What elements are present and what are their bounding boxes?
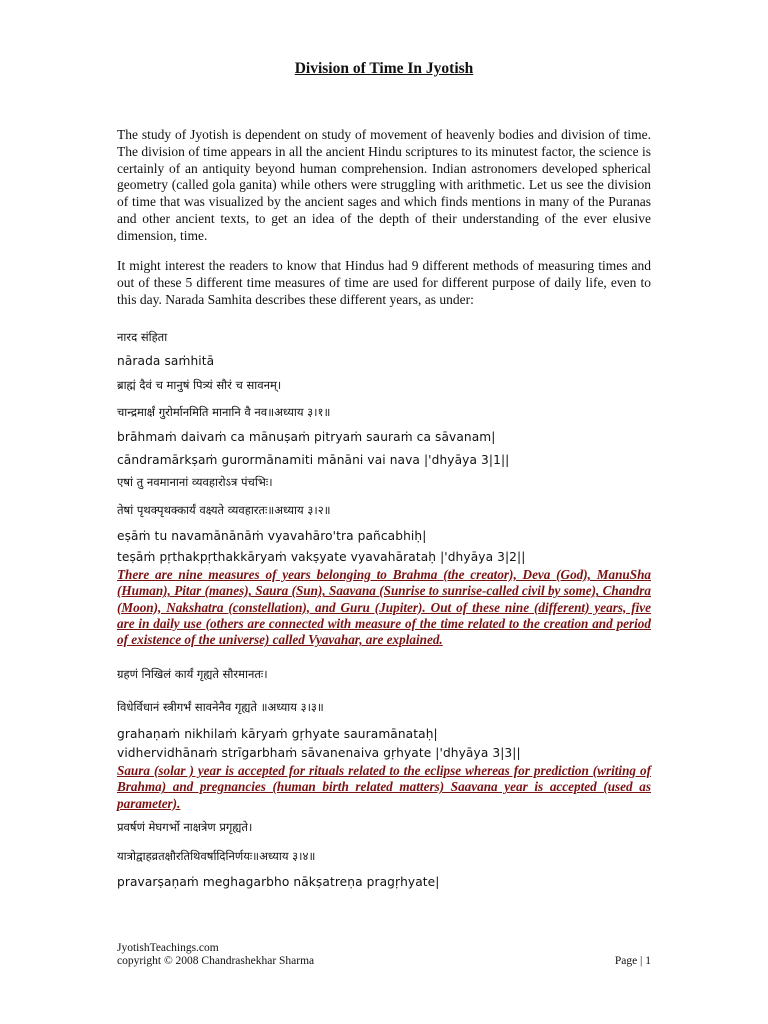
footer-page-number: Page | 1 — [614, 955, 651, 967]
verse-2-line-1: एषां तु नवमानानां व्यवहारोऽत्र पंचभिः। — [117, 475, 273, 489]
verse-heading-devanagari: नारद संहिता — [117, 330, 168, 344]
translit-1-line-1: brāhmaṁ daivaṁ ca mānuṣaṁ pitryaṁ sauraṁ ca sāvanam| — [117, 430, 496, 444]
translit-2-line-1: eṣāṁ tu navamānānāṁ vyavahāro'tra pañcabhiḥ| — [117, 529, 427, 543]
note-saura-saavana: Saura (solar ) year is accepted for rituals related to the eclipse whereas for prediction (writing of Brahma) and pregnancies (human birth related matters) Saavana year is accepted (used as parameter). — [117, 763, 651, 811]
intro-paragraph: The study of Jyotish is dependent on study of movement of heavenly bodies and division of time. The division of time appears in all the ancient Hindu scriptures to its minutest factor, the science is certainly of an antiquity beyond human comprehension. Indian astronomers developed spherical geometry (called gola ganita) while others were struggling with arithmetic. Let us see the division of time that was visualized by the ancient sages and which finds mentions in many of the Puranas and other ancient texts, to get an idea of the depth of their understanding of the ever elusive dimension, time. — [117, 127, 651, 243]
verse-1-line-1: ब्राह्मं दैवं च मानुषं पित्र्यं सौरं च सावनम्। — [117, 378, 282, 392]
verse-4-line-1: प्रवर्षणं मेघगर्भो नाक्षत्रेण प्रगृह्यते। — [117, 820, 253, 834]
verse-3-line-2: विधेर्विधानं स्त्रीगर्भं सावनेनैव गृह्यते ॥अध्याय ३।३॥ — [117, 700, 324, 714]
note-nine-measures: There are nine measures of years belonging to Brahma (the creator), Deva (God), ManuSha (Human), Pitar (manes), Saura (Sun), Saavana (Sunrise to sunrise-called civil by some), Chandra (Moon), Nakshatra (constellation), and Guru (Jupiter). Out of these nine (different) years, five are in daily use (others are connected with measure of the time related to the creation and period of existence of the universe) called Vyavahar, are explained. — [117, 567, 651, 648]
translit-1-line-2: cāndramārkṣaṁ gurormānamiti mānāni vai nava |'dhyāya 3|1|| — [117, 453, 510, 467]
document-title: Division of Time In Jyotish — [294, 60, 474, 77]
translit-2-line-2: teṣāṁ pṛthakpṛthakkāryaṁ vakṣyate vyavahārataḥ |'dhyāya 3|2|| — [117, 550, 526, 564]
verse-3-line-1: ग्रहणं निखिलं कार्यं गृह्यते सौरमानतः। — [117, 667, 268, 681]
translit-3-line-2: vidhervidhānaṁ strīgarbhaṁ sāvanenaiva gṛhyate |'dhyāya 3|3|| — [117, 746, 521, 760]
verse-2-line-2: तेषां पृथक्पृथक्कार्यं वक्ष्यते व्यवहारतः॥अध्याय ३।२॥ — [117, 503, 331, 517]
verse-4-line-2: यात्रोद्वाहव्रतक्षौरतिथिवर्षादिनिर्णयः॥अध्याय ३।४॥ — [117, 849, 316, 863]
translit-3-line-1: grahaṇaṁ nikhilaṁ kāryaṁ gṛhyate sauramānataḥ| — [117, 727, 438, 741]
footer-copyright: copyright © 2008 Chandrashekhar Sharma — [117, 955, 315, 967]
translit-4-line-1: pravarṣaṇaṁ meghagarbho nākṣatreṇa pragṛhyate| — [117, 875, 440, 889]
verse-heading-transliteration: nārada saṁhitā — [117, 354, 215, 368]
verse-1-line-2: चान्द्रमार्क्षं गुरोर्मानमिति मानानि वै नव॥अध्याय ३।१॥ — [117, 405, 331, 419]
footer-site: JyotishTeachings.com — [117, 942, 219, 954]
narada-intro-paragraph: It might interest the readers to know that Hindus had 9 different methods of measuring times and out of these 5 different time measures of time are used for different purpose of daily life, even to this day. Narada Samhita describes these different years, as under: — [117, 258, 651, 307]
